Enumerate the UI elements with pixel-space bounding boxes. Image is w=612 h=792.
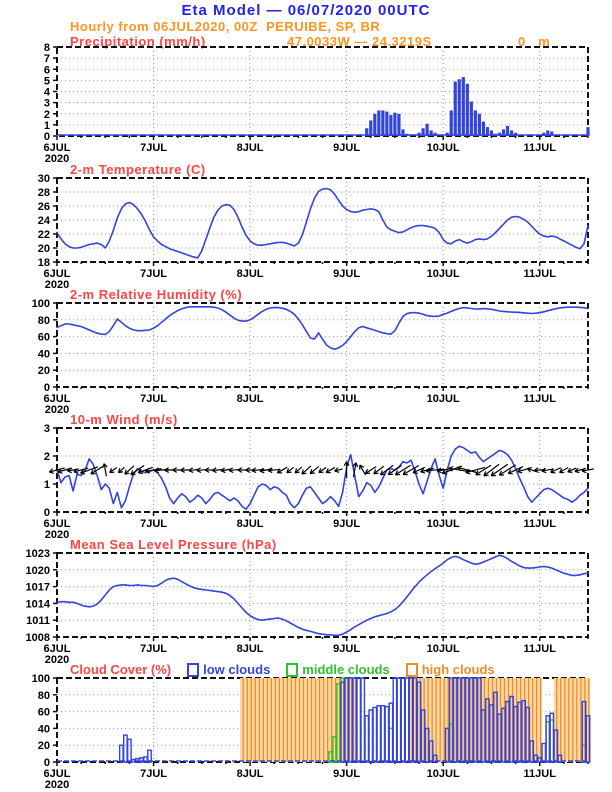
svg-text:2020: 2020	[44, 779, 70, 791]
wind-barb-icon	[102, 463, 109, 477]
svg-text:80: 80	[37, 314, 50, 327]
svg-text:6: 6	[43, 64, 50, 77]
svg-text:7: 7	[43, 53, 50, 66]
svg-text:20: 20	[37, 740, 50, 753]
svg-text:11JUL: 11JUL	[523, 768, 556, 780]
legend-item-middle-clouds: middle clouds	[286, 662, 389, 677]
svg-text:6JUL: 6JUL	[43, 268, 71, 280]
svg-text:20: 20	[37, 365, 50, 378]
svg-text:10JUL: 10JUL	[426, 768, 460, 780]
station-elevation: 0 m	[518, 34, 551, 49]
svg-text:4: 4	[43, 86, 50, 99]
svg-text:1017: 1017	[25, 581, 50, 594]
panel-title-wind: 10-m Wind (m/s)	[70, 412, 178, 427]
svg-text:40: 40	[37, 348, 50, 361]
svg-text:1020: 1020	[25, 564, 50, 577]
svg-text:9JUL: 9JUL	[333, 268, 361, 280]
panel-title-temperature: 2-m Temperature (C)	[70, 162, 206, 177]
svg-text:10JUL: 10JUL	[426, 142, 460, 154]
svg-text:1011: 1011	[26, 615, 50, 628]
svg-text:9JUL: 9JUL	[333, 643, 361, 655]
panel-title-precipitation: Precipitation (mm/h)	[70, 34, 206, 49]
page-title: Eta Model — 06/07/2020 00UTC	[181, 2, 431, 19]
svg-text:28: 28	[37, 187, 50, 199]
svg-text:6JUL: 6JUL	[43, 142, 71, 154]
svg-text:20: 20	[37, 243, 50, 255]
svg-text:1023: 1023	[25, 548, 50, 560]
svg-text:0: 0	[43, 507, 50, 519]
svg-text:2: 2	[43, 108, 50, 121]
svg-text:2020: 2020	[44, 404, 70, 416]
wind-barb-icon	[394, 463, 412, 477]
wind-barb-icon	[238, 468, 246, 473]
svg-text:2020: 2020	[44, 529, 70, 541]
svg-text:8JUL: 8JUL	[236, 643, 264, 655]
svg-text:1: 1	[43, 119, 50, 132]
svg-text:9JUL: 9JUL	[333, 142, 361, 154]
svg-text:11JUL: 11JUL	[523, 643, 556, 655]
svg-text:9JUL: 9JUL	[333, 518, 361, 530]
svg-text:1014: 1014	[25, 598, 50, 611]
wind-barb-icon	[387, 463, 403, 476]
svg-text:2020: 2020	[44, 279, 70, 291]
wind-barb-icon	[334, 467, 343, 474]
panel-5	[32, 673, 590, 791]
svg-text:9JUL: 9JUL	[333, 768, 361, 780]
svg-text:100: 100	[31, 673, 50, 685]
svg-text:0: 0	[43, 382, 50, 394]
svg-text:2: 2	[43, 451, 50, 463]
svg-text:7JUL: 7JUL	[140, 643, 167, 655]
svg-text:0: 0	[43, 131, 50, 143]
wind-barb-icon	[358, 464, 368, 476]
wind-barb-icon	[129, 463, 145, 476]
svg-text:2020: 2020	[44, 153, 70, 165]
svg-text:8JUL: 8JUL	[236, 393, 264, 405]
svg-text:30: 30	[37, 173, 50, 185]
svg-text:6JUL: 6JUL	[43, 518, 71, 530]
svg-text:3: 3	[43, 97, 50, 110]
svg-text:10JUL: 10JUL	[426, 518, 460, 530]
svg-text:8JUL: 8JUL	[236, 518, 264, 530]
wind-barb-icon	[402, 463, 420, 476]
svg-text:3: 3	[43, 423, 50, 435]
wind-barb-icon	[550, 465, 562, 474]
svg-text:22: 22	[37, 229, 50, 241]
svg-text:8JUL: 8JUL	[236, 268, 264, 280]
wind-barb-icon	[108, 466, 118, 475]
svg-text:7JUL: 7JUL	[140, 518, 167, 530]
svg-text:100: 100	[31, 298, 50, 310]
svg-text:6JUL: 6JUL	[43, 393, 71, 405]
legend-item-high-clouds: high clouds	[406, 662, 495, 677]
svg-text:7JUL: 7JUL	[140, 768, 167, 780]
svg-text:60: 60	[37, 331, 50, 344]
svg-text:24: 24	[37, 215, 50, 227]
svg-text:8JUL: 8JUL	[236, 142, 264, 154]
panel-0	[44, 42, 590, 165]
svg-text:11JUL: 11JUL	[523, 268, 556, 280]
legend-item-low-clouds: low clouds	[187, 662, 270, 677]
svg-text:8JUL: 8JUL	[236, 768, 264, 780]
svg-text:11JUL: 11JUL	[523, 142, 556, 154]
panel-title-pressure: Mean Sea Level Pressure (hPa)	[70, 537, 277, 552]
svg-text:10JUL: 10JUL	[426, 643, 460, 655]
svg-text:7JUL: 7JUL	[140, 142, 167, 154]
svg-text:10JUL: 10JUL	[426, 393, 460, 405]
station-coordinates: 47.0033W — 24.3219S	[287, 34, 432, 49]
svg-text:80: 80	[37, 689, 50, 702]
svg-text:6JUL: 6JUL	[43, 768, 71, 780]
svg-text:18: 18	[37, 257, 50, 269]
svg-text:9JUL: 9JUL	[333, 393, 361, 405]
panel-title-humidity: 2-m Relative Humidity (%)	[70, 287, 243, 302]
svg-text:1: 1	[43, 479, 50, 491]
wind-barb-icon	[325, 465, 336, 474]
svg-text:40: 40	[37, 723, 50, 736]
svg-text:2020: 2020	[44, 654, 70, 666]
svg-text:11JUL: 11JUL	[523, 518, 556, 530]
svg-text:8: 8	[43, 42, 50, 54]
svg-text:0: 0	[43, 757, 50, 769]
svg-text:5: 5	[43, 75, 50, 88]
svg-text:6JUL: 6JUL	[43, 643, 71, 655]
svg-text:10JUL: 10JUL	[426, 268, 460, 280]
run-subtitle: Hourly from 06JUL2020, 00Z PERUIBE, SP, BR	[70, 19, 381, 34]
panel-2	[32, 298, 588, 416]
wind-barb-icon	[558, 465, 569, 474]
panel-4	[26, 548, 588, 666]
svg-text:1008: 1008	[25, 632, 50, 644]
panel-title-cloud-cover: Cloud Cover (%)	[70, 662, 172, 677]
svg-text:11JUL: 11JUL	[523, 393, 556, 405]
svg-text:7JUL: 7JUL	[140, 268, 167, 280]
svg-text:26: 26	[37, 201, 50, 213]
wind-barb-icon	[229, 467, 239, 473]
svg-text:7JUL: 7JUL	[140, 393, 167, 405]
svg-text:60: 60	[37, 706, 50, 719]
panel-3	[44, 423, 595, 541]
panel-1	[38, 173, 588, 291]
